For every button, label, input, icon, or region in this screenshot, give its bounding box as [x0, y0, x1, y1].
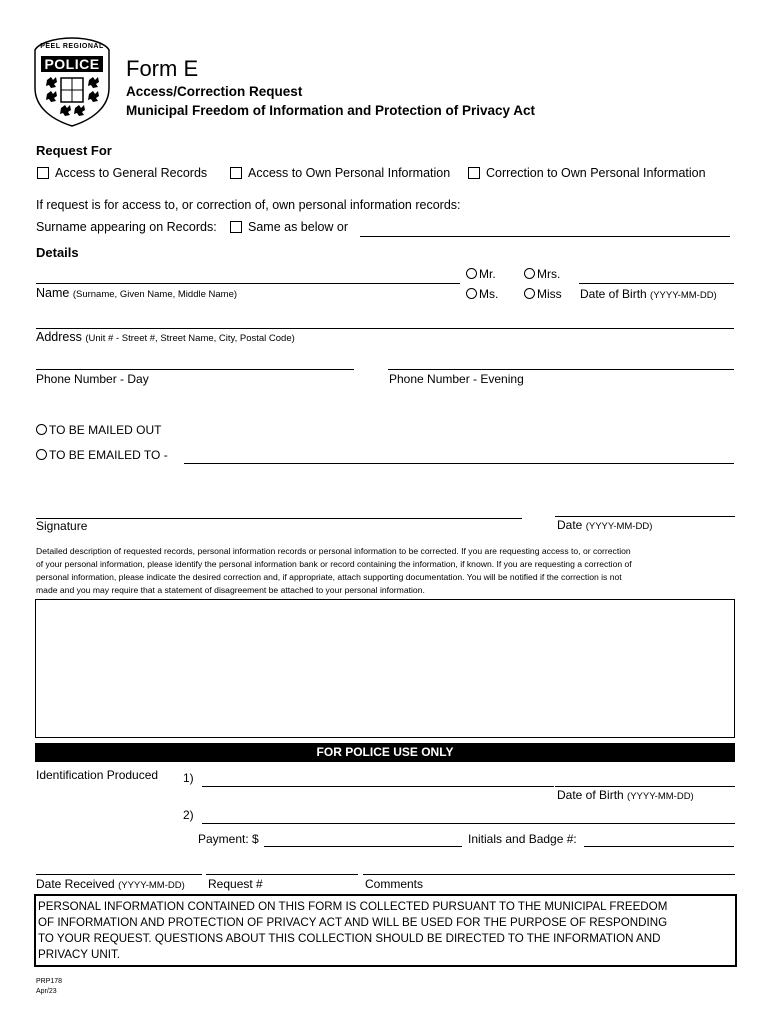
police-logo: [33, 36, 111, 128]
comments-label: Comments: [365, 877, 424, 891]
form-title: Form E: [126, 56, 199, 81]
address-label: Address (Unit # - Street #, Street Name, City, Postal Code): [36, 330, 295, 344]
radio-mrs[interactable]: [524, 268, 535, 279]
dob-label: Date of Birth (YYYY-MM-DD): [580, 287, 717, 301]
option-mailed[interactable]: TO BE MAILED OUT: [36, 423, 161, 437]
police-dob-input-line[interactable]: [555, 786, 735, 787]
initials-input-line[interactable]: [584, 846, 734, 847]
phone-day-label: Phone Number - Day: [36, 372, 149, 386]
details-heading: Details: [36, 245, 79, 260]
phone-day-input-line[interactable]: [36, 369, 354, 370]
title-mr[interactable]: Mr.: [466, 267, 496, 281]
sign-date-label: Date (YYYY-MM-DD): [557, 518, 653, 532]
checkbox-correction-personal-info[interactable]: [468, 167, 480, 179]
radio-mr[interactable]: [466, 268, 477, 279]
title-ms[interactable]: Ms.: [466, 287, 498, 301]
police-use-heading: FOR POLICE USE ONLY: [35, 743, 735, 762]
description-text: Detailed description of requested records, personal information records or personal information to be corrected. If you are requesting access to, or correction of your personal information, please identify the personal information bank or record containing the information, if known. If you are requesting a correction of personal information, please indicate the desired correction and, if appropriate, attach supporting documentation. You will be notified if the correction is not made and you may require that a statement of disagreement be attached to your personal information.: [36, 546, 632, 595]
signature-label: Signature: [36, 519, 88, 533]
surname-input-line[interactable]: [360, 236, 730, 237]
id-1-input-line[interactable]: [202, 786, 554, 787]
id-item-1: 1): [183, 771, 194, 785]
phone-evening-input-line[interactable]: [388, 369, 734, 370]
request-num-label: Request #: [208, 877, 263, 891]
id-produced-label: Identification Produced: [36, 768, 159, 782]
form-code: PRP178: [36, 978, 63, 985]
date-received-input-line[interactable]: [36, 874, 202, 875]
option-own-personal-info[interactable]: Access to Own Personal Information: [230, 166, 450, 180]
police-dob-label: Date of Birth (YYYY-MM-DD): [557, 788, 694, 802]
option-correction-personal-info[interactable]: Correction to Own Personal Information: [468, 166, 706, 180]
comments-input-line[interactable]: [363, 874, 735, 875]
sign-date-input-line[interactable]: [555, 516, 735, 517]
checkbox-own-personal-info[interactable]: [230, 167, 242, 179]
radio-emailed[interactable]: [36, 449, 47, 460]
name-label: Name (Surname, Given Name, Middle Name): [36, 286, 238, 300]
form-subtitle-2: Municipal Freedom of Information and Protection of Privacy Act: [126, 103, 536, 118]
radio-ms[interactable]: [466, 288, 477, 299]
date-received-label: Date Received (YYYY-MM-DD): [36, 877, 185, 891]
id-item-2: 2): [183, 808, 194, 822]
email-input-line[interactable]: [184, 463, 734, 464]
request-for-heading: Request For: [36, 143, 112, 158]
request-num-input-line[interactable]: [206, 874, 358, 875]
payment-label: Payment: $: [198, 832, 259, 846]
surname-same-option[interactable]: Same as below or: [230, 220, 348, 234]
form-revision-date: Apr/23: [36, 988, 57, 995]
title-miss[interactable]: Miss: [524, 287, 562, 301]
name-input-line[interactable]: [36, 283, 460, 284]
surname-label: Surname appearing on Records:: [36, 220, 217, 234]
logo-top-text: PEEL REGIONAL: [40, 43, 104, 50]
title-mrs[interactable]: Mrs.: [524, 267, 560, 281]
payment-input-line[interactable]: [264, 846, 462, 847]
checkbox-same-as-below[interactable]: [230, 221, 242, 233]
radio-miss[interactable]: [524, 288, 535, 299]
radio-mailed[interactable]: [36, 424, 47, 435]
checkbox-general-records[interactable]: [37, 167, 49, 179]
surname-intro: If request is for access to, or correction of, own personal information records:: [36, 198, 461, 212]
address-input-line[interactable]: [36, 328, 734, 329]
phone-evening-label: Phone Number - Evening: [389, 372, 524, 386]
option-emailed[interactable]: TO BE EMAILED TO -: [36, 448, 168, 462]
form-subtitle-1: Access/Correction Request: [126, 84, 303, 99]
privacy-notice: PERSONAL INFORMATION CONTAINED ON THIS FORM IS COLLECTED PURSUANT TO THE MUNICIPAL FREEDOM OF INFORMATION AND PROTECTION OF PRIVACY ACT AND WILL BE USED FOR THE PURPOSE OF RESPONDING TO YOUR REQUEST. QUESTIONS ABOUT THIS COLLECTION SHOULD BE DIRECTED TO THE INFORMATION AND PRIVACY UNIT.: [34, 894, 737, 967]
logo-main-text: POLICE: [44, 56, 100, 72]
option-general-records[interactable]: Access to General Records: [37, 166, 207, 180]
dob-input-line[interactable]: [579, 283, 734, 284]
description-textarea[interactable]: [35, 599, 735, 738]
initials-label: Initials and Badge #:: [468, 832, 577, 846]
signature-input-line[interactable]: [36, 518, 522, 519]
id-2-input-line[interactable]: [202, 823, 735, 824]
